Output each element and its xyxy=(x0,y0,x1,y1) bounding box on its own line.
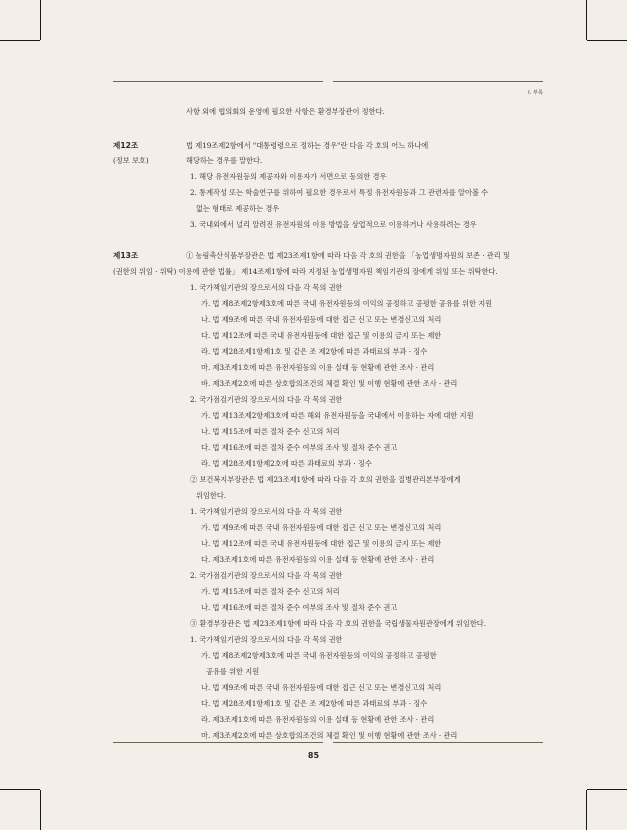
article-13-subitem: 가. 법 제9조에 따른 국내 유전자원등에 대한 접근 신고 또는 변경신고의 처리 xyxy=(201,523,442,532)
article-13-subitem: 나. 법 제12조에 따른 국내 유전자원등에 대한 접근 및 이용의 금지 또는 제한 xyxy=(201,539,442,548)
article-13-subitem: 다. 제3조제1호에 따른 유전자원등의 이용 실태 등 현황에 관한 조사 · 관리 xyxy=(201,555,435,564)
article-13-subitem: 바. 제3조제2호에 따른 상호합의조건의 체결 확인 및 이행 현황에 관한 조사 · 관리 xyxy=(201,379,458,388)
article-13-subitem-cont: 공유를 위한 지원 xyxy=(206,667,260,676)
article-13-subitem: 가. 법 제8조제2항제3호에 따른 국내 유전자원등의 이익의 공정하고 공평한 xyxy=(201,651,437,660)
crop-mark xyxy=(0,789,40,790)
article-13-subitem: 마. 제3조제1호에 따른 유전자원등의 이용 실태 등 현황에 관한 조사 · 관리 xyxy=(201,363,435,372)
article-13-subitem: 마. 제3조제2호에 따른 상호합의조건의 체결 확인 및 이행 현황에 관한 조사 · 관리 xyxy=(201,731,458,740)
article-13-subitem: 가. 법 제13조제2항제3호에 따른 해외 유전자원등을 국내에서 이용하는 자에 대한 지원 xyxy=(201,411,474,420)
article-13-subitem: 다. 법 제12조에 따른 국내 유전자원등에 대한 접근 및 이용의 금지 또는 제한 xyxy=(201,331,442,340)
article-12-item: 1. 해당 유전자원등의 제공자와 이용자가 서면으로 동의한 경우 xyxy=(190,172,387,181)
article-12-item: 3. 국내외에서 널리 알려진 유전자원의 이용 방법을 상업적으로 이용하거나 사용하려는 경우 xyxy=(190,220,477,229)
article-12-line: 해당하는 경우를 말한다. xyxy=(186,156,263,165)
article-13-subitem: 라. 제3조제1호에 따른 유전자원등의 이용 실태 등 현황에 관한 조사 · 관리 xyxy=(201,715,435,724)
article-12-item: 2. 통계작성 또는 학술연구를 위하여 필요한 경우로서 특정 유전자원등과 그 관련자를 알아볼 수 xyxy=(190,188,489,197)
footer-rule-left xyxy=(113,742,323,743)
article-13-subitem: 나. 법 제15조에 따른 절차 준수 신고의 처리 xyxy=(201,427,340,436)
article-13-para-3: ③ 환경부장관은 법 제23조제1항에 따라 다음 각 호의 권한을 국립생물자원관장에게 위임한다. xyxy=(190,619,486,628)
article-13-para-1: ① 농림축산식품부장관은 법 제23조제1항에 따라 다음 각 호의 권한을 「농업생명자원의 보존 · 관리 및 xyxy=(186,251,510,260)
crop-mark xyxy=(40,0,41,40)
crop-mark xyxy=(587,40,627,41)
article-13-number: 제13조 xyxy=(113,251,139,260)
article-13-subitem: 라. 법 제28조제1항제2호에 따른 과태료의 부과 · 징수 xyxy=(201,459,372,468)
header-rule-left xyxy=(113,81,323,82)
article-13-subitem: 가. 법 제8조제2항제3호에 따른 국내 유전자원등의 이익의 공정하고 공평한 공유를 위한 지원 xyxy=(201,299,493,308)
page-number: 85 xyxy=(307,751,320,760)
article-12-title: (정보 보호) xyxy=(113,156,149,165)
section-label: Ⅰ. 부록 xyxy=(528,90,543,96)
article-13-subitem: 나. 법 제9조에 따른 국내 유전자원등에 대한 접근 신고 또는 변경신고의 처리 xyxy=(201,315,442,324)
crop-mark xyxy=(40,790,41,830)
article-13-subitem: 라. 법 제28조제1항제1호 및 같은 조 제2항에 따른 과태료의 부과 · 징수 xyxy=(201,347,428,356)
article-13-subitem: 나. 법 제16조에 따른 절차 준수 여부의 조사 및 절차 준수 권고 xyxy=(201,603,398,612)
article-13-para-2: ② 보건복지부장관은 법 제23조제1항에 따라 다음 각 호의 권한을 질병관리본부장에게 xyxy=(190,475,461,484)
article-12-number: 제12조 xyxy=(113,141,139,150)
article-13-subitem: 다. 법 제28조제1항제1호 및 같은 조 제2항에 따른 과태료의 부과 · 징수 xyxy=(201,699,428,708)
article-12-line: 법 제19조제2항에서 "대통령령으로 정하는 경우"란 다음 각 호의 어느 하나에 xyxy=(186,141,429,150)
crop-mark xyxy=(586,0,587,40)
crop-mark xyxy=(587,789,627,790)
article-13-item: 2. 국가점검기관의 장으로서의 다음 각 목의 권한 xyxy=(190,571,343,580)
footer-rule-right xyxy=(333,742,543,743)
article-13-item: 2. 국가점검기관의 장으로서의 다음 각 목의 권한 xyxy=(190,395,343,404)
article-13-subitem: 다. 법 제16조에 따른 절차 준수 여부의 조사 및 절차 준수 권고 xyxy=(201,443,398,452)
article-13-item: 1. 국가책임기관의 장으로서의 다음 각 목의 권한 xyxy=(190,507,343,516)
article-13-item: 1. 국가책임기관의 장으로서의 다음 각 목의 권한 xyxy=(190,283,343,292)
article-13-item: 1. 국가책임기관의 장으로서의 다음 각 목의 권한 xyxy=(190,635,343,644)
article-13-title-line: (권한의 위임 · 위탁) 이용에 관한 법률」 제14조제1항에 따라 지정된 농업생명자원 책임기관의 장에게 위임 또는 위탁한다. xyxy=(113,267,498,276)
article-13-subitem: 나. 법 제9조에 따른 국내 유전자원등에 대한 접근 신고 또는 변경신고의 처리 xyxy=(201,683,442,692)
article-13-para-2-cont: 위임한다. xyxy=(196,491,227,500)
header-rule-right xyxy=(333,81,543,82)
crop-mark xyxy=(586,790,587,830)
article-12-item-cont: 없는 형태로 제공하는 경우 xyxy=(196,204,280,213)
intro-line: 사항 외에 협의회의 운영에 필요한 사항은 환경부장관이 정한다. xyxy=(186,107,385,116)
article-13-subitem: 가. 법 제15조에 따른 절차 준수 신고의 처리 xyxy=(201,587,340,596)
crop-mark xyxy=(0,40,40,41)
